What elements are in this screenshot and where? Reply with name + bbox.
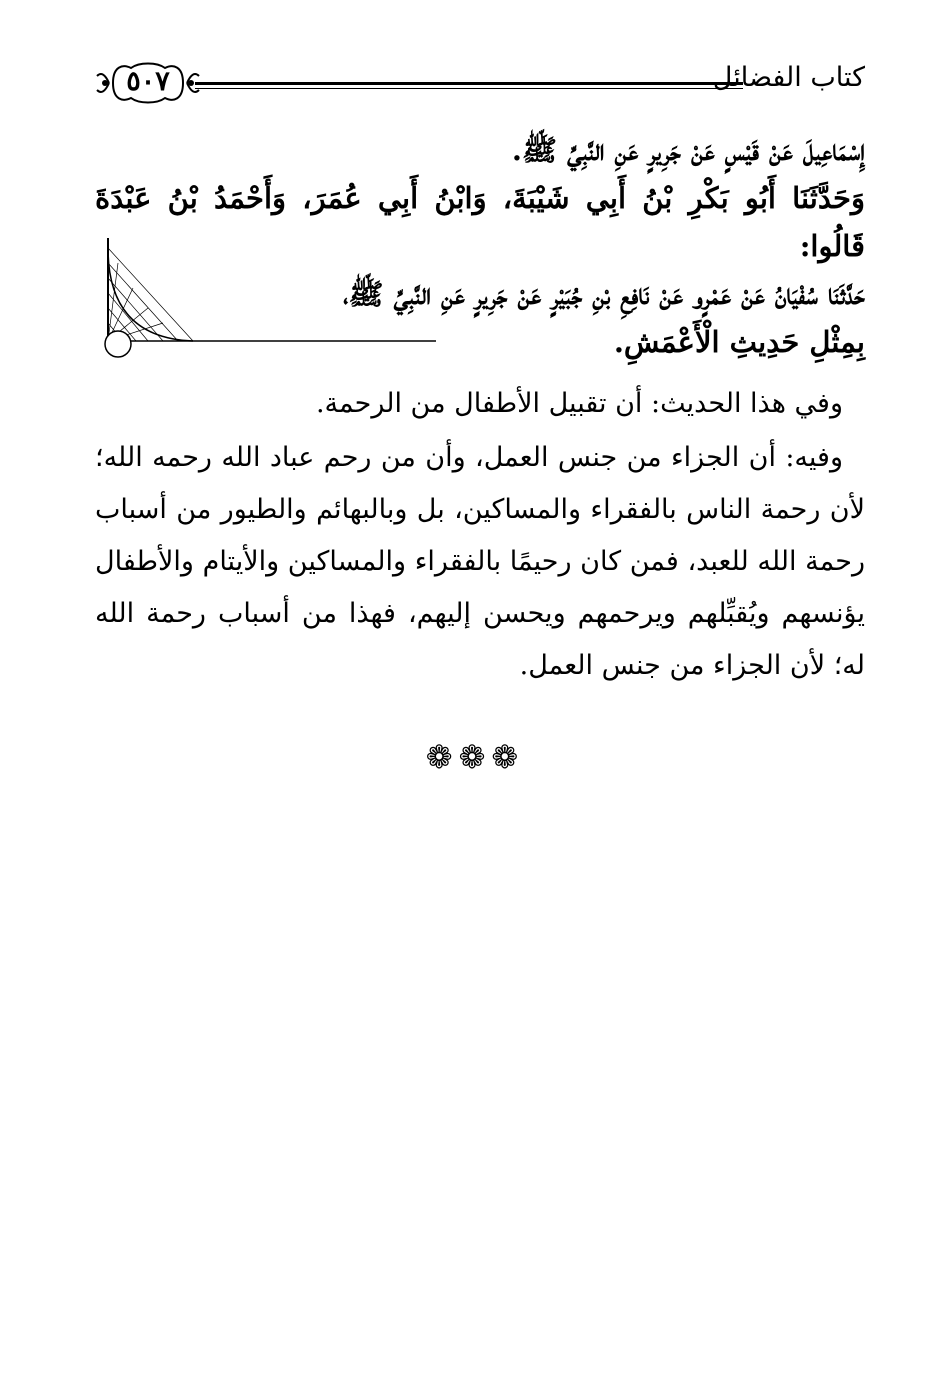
page-number: ٥٠٧ bbox=[126, 66, 170, 97]
commentary-paragraph: وفي هذا الحديث: أن تقبيل الأطفال من الرحمة. bbox=[315, 388, 843, 419]
chapter-title: كتاب الفضائل bbox=[712, 62, 865, 93]
commentary-text bbox=[95, 378, 865, 694]
hadith-line: بِمِثْلِ حَدِيثِ الْأَعْمَشِ. bbox=[613, 325, 865, 359]
corner-ornament-icon bbox=[98, 238, 438, 360]
page-header bbox=[95, 58, 865, 108]
section-separator: ❁❁❁ bbox=[425, 738, 525, 776]
page-number-badge bbox=[95, 58, 200, 108]
hadith-line: إِسْمَاعِيلَ عَنْ قَيْسٍ عَنْ جَرِيرٍ عَنِ النَّبِيِّ ﷺ. bbox=[511, 133, 865, 167]
hadith-line: وَحَدَّثَنَا أَبُو بَكْرِ بْنُ أَبِي شَيْبَةَ، وَابْنُ أَبِي عُمَرَ، وَأَحْمَدُ بْنُ عَبْدَةَ قَالُوا: bbox=[95, 181, 865, 263]
header-rule bbox=[195, 82, 743, 90]
hadith-line: حَدَّثَنَا سُفْيَانُ عَنْ عَمْرٍو عَنْ نَافِعِ بْنِ جُبَيْرٍ عَنْ جَرِيرٍ عَنِ النَّبِيِّ ﷺ، bbox=[342, 277, 865, 311]
commentary-paragraph: وفيه: أن الجزاء من جنس العمل، وأن من رحم عباد الله رحمه الله؛ لأن رحمة الناس بالفقراء والمساكين، بل وبالبهائم والطيور من أسباب رحمة الله للعبد، فمن كان رحيمًا بالفقراء والمساكين والأيتام والأطفال يؤنسهم ويُقبِّلهم ويرحمهم ويحسن إليهم، فهذا من أسباب رحمة الله له؛ لأن الجزاء من جنس العمل. bbox=[95, 442, 865, 681]
